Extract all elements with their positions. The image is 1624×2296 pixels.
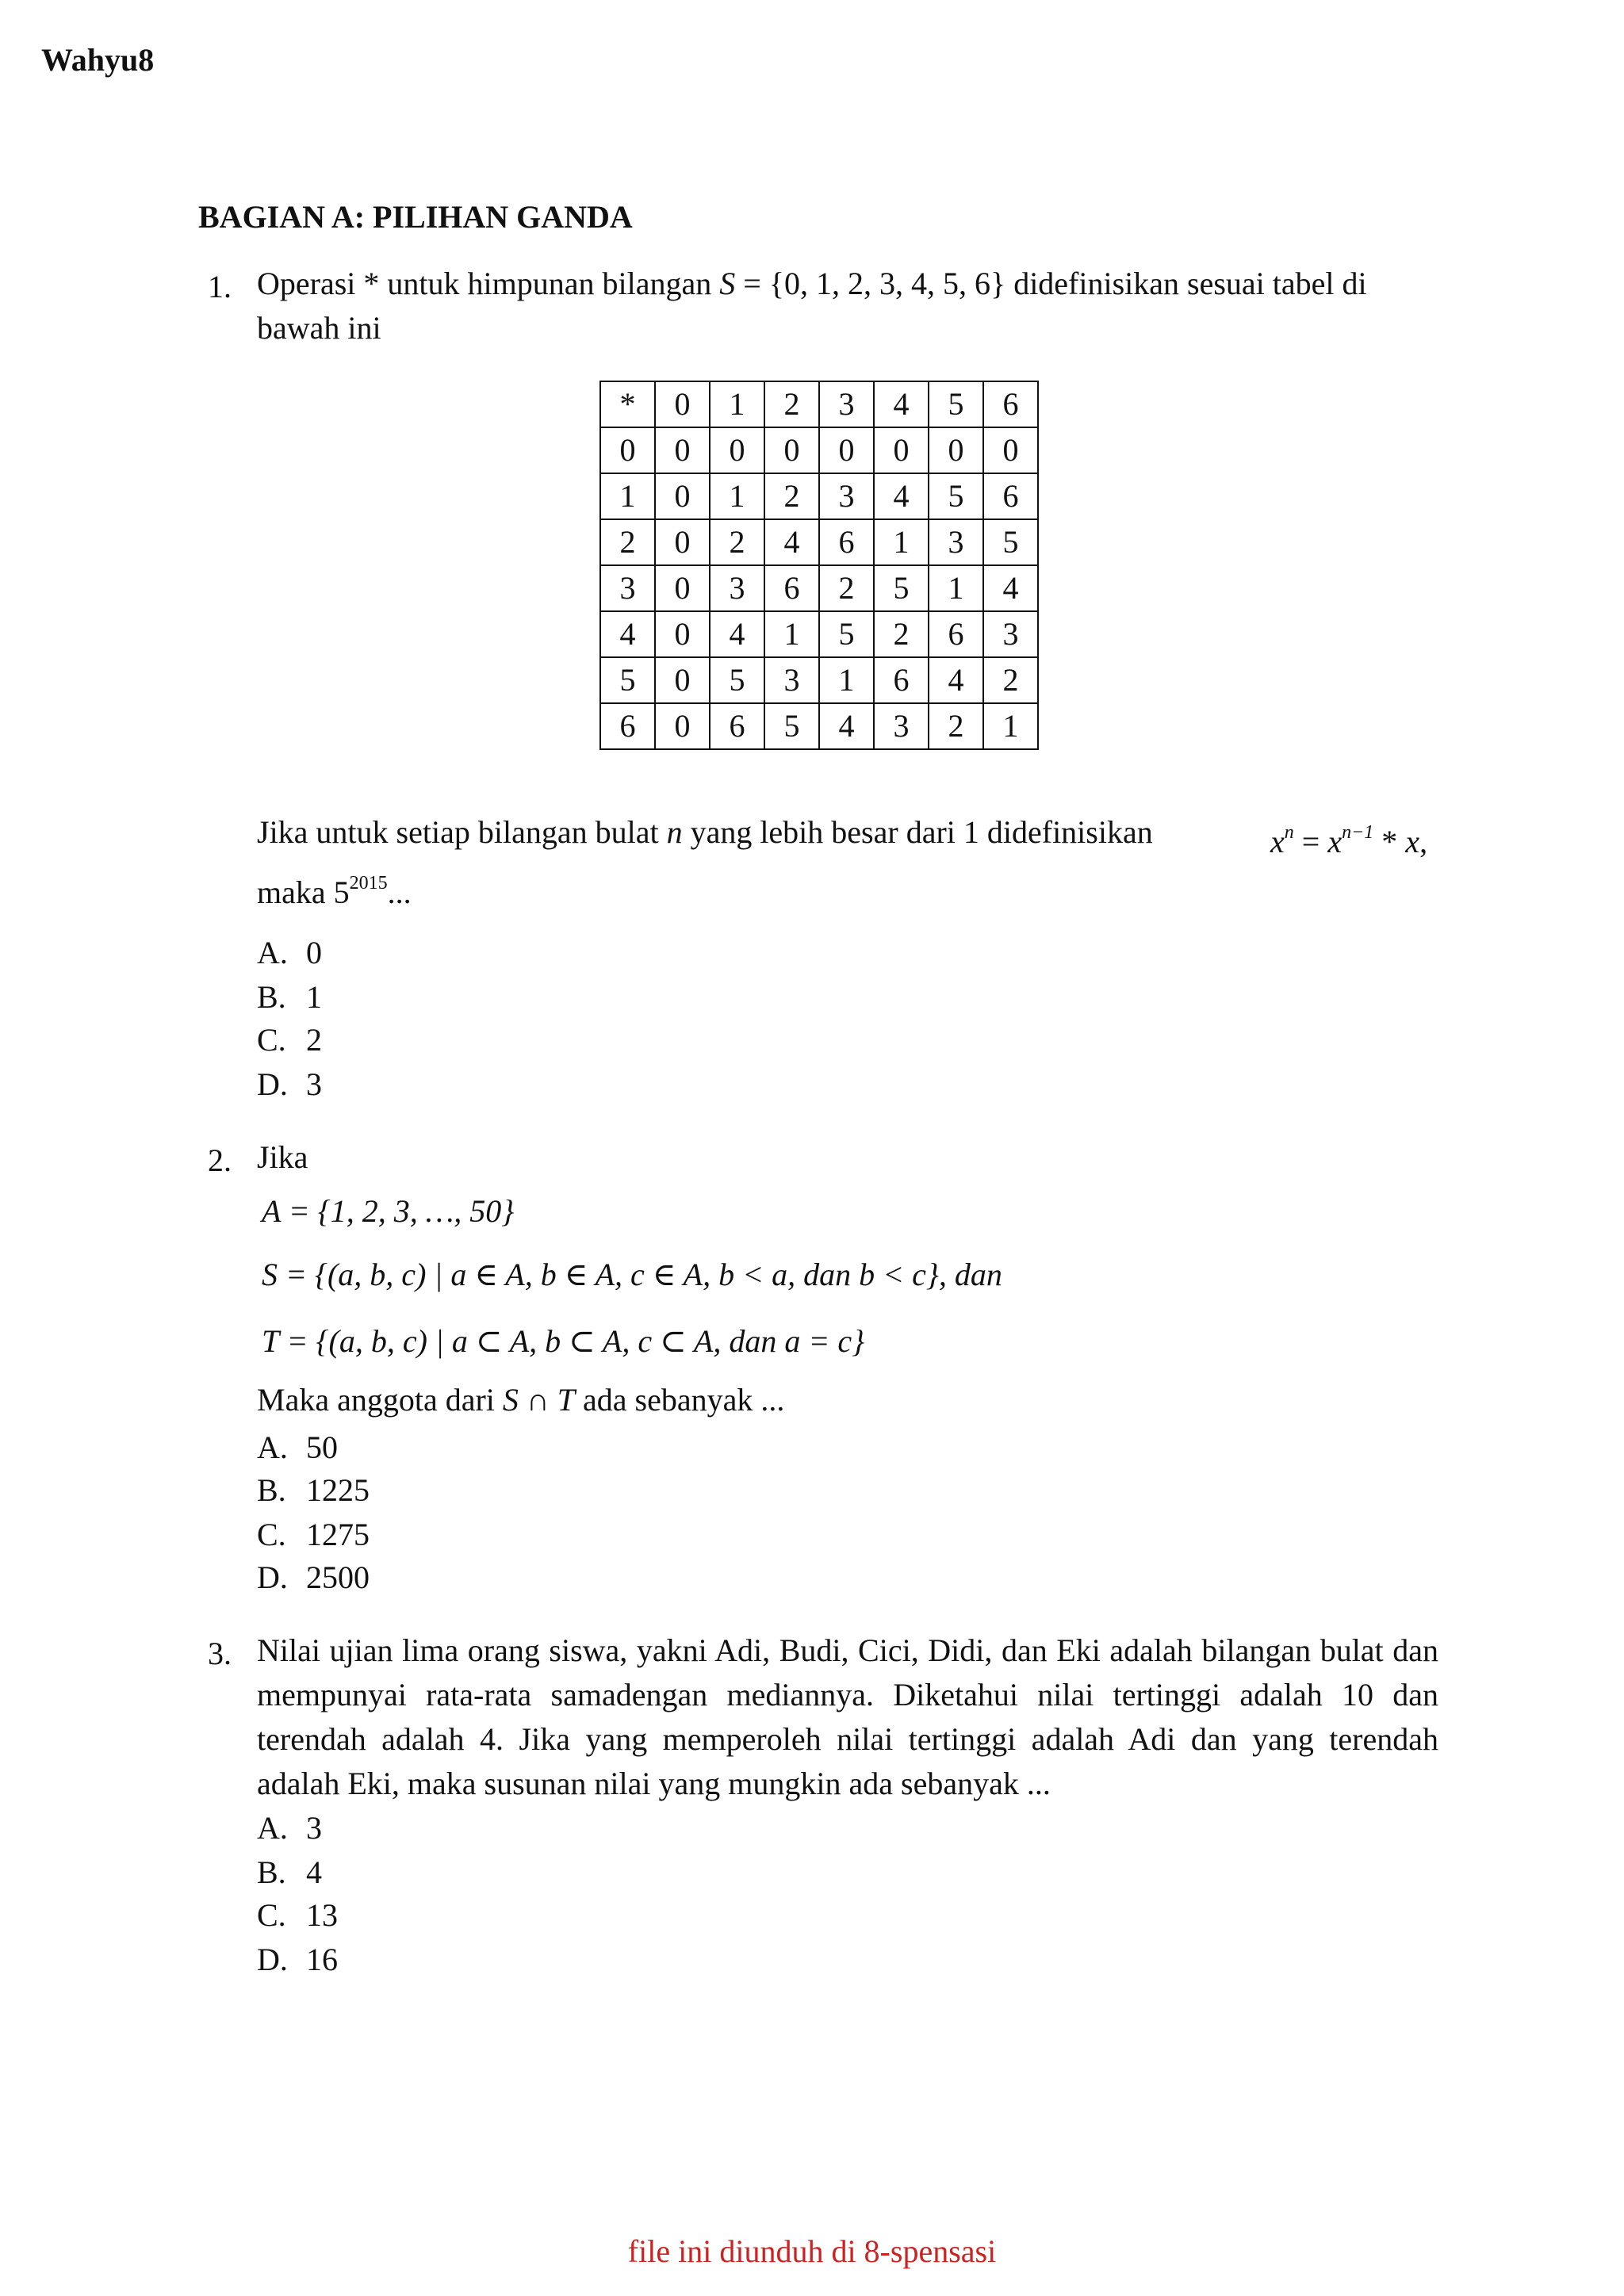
q3-option-c[interactable]: C. 13	[257, 1897, 338, 1933]
q1-line1	[257, 262, 1367, 306]
q3-option-d[interactable]: D. 16	[257, 1942, 338, 1977]
table-cell: 2	[764, 381, 819, 427]
table-row	[600, 381, 1038, 427]
table-cell: 2	[764, 473, 819, 519]
table-cell: 0	[655, 565, 710, 611]
table-cell: 4	[764, 519, 819, 565]
table-cell: 0	[600, 427, 655, 473]
table-cell: 6	[600, 703, 655, 749]
footer-link[interactable]: file ini diunduh di 8-spensasi	[627, 2233, 997, 2269]
q3-text: Nilai ujian lima orang siswa, yakni Adi, Budi, Cici, Didi, dan Eki adalah bilangan bulat dan mempunyai rata-rata samadengan mediannya. Diketahui nilai tertinggi adalah 10 dan terendah adalah 4. Jika yang memperoleh nilai tertinggi adalah Adi dan yang terendah adalah Eki, maka susunan nilai yang mungkin ada sebanyak ...	[257, 1632, 1438, 1801]
q1-option-b[interactable]: B. 1	[257, 979, 322, 1015]
q3-option-a[interactable]: A. 3	[257, 1810, 322, 1846]
table-cell: 1	[600, 473, 655, 519]
table-cell: 2	[983, 657, 1038, 703]
q1-option-d[interactable]: D. 3	[257, 1066, 322, 1102]
q2-question-pre: Maka anggota dari	[257, 1382, 503, 1418]
table-cell: 3	[819, 381, 874, 427]
table-cell: 2	[874, 611, 929, 657]
q2-question	[257, 1378, 784, 1422]
table-cell: 5	[764, 703, 819, 749]
table-cell: 4	[983, 565, 1038, 611]
q1-stem-line2	[257, 861, 412, 915]
q2-set-t: T = {(a, b, c) | a ⊂ A, b ⊂ A, c ⊂ A, dan a = c}	[262, 1323, 865, 1359]
formula-comma: ,	[1419, 824, 1428, 859]
formula-exp: n−1	[1342, 822, 1374, 843]
q2-intro: Jika	[257, 1139, 308, 1175]
table-cell: 5	[710, 657, 764, 703]
q1-line2: bawah ini	[257, 310, 381, 346]
table-cell: 1	[983, 703, 1038, 749]
formula-x2: x	[1327, 824, 1342, 859]
table-cell: 4	[710, 611, 764, 657]
table-cell: 0	[655, 703, 710, 749]
q1-stem-mid: yang lebih besar dari 1 didefinisikan	[682, 814, 1153, 850]
table-cell: 0	[710, 427, 764, 473]
table-cell: 1	[710, 381, 764, 427]
table-cell: 0	[655, 473, 710, 519]
table-cell: 3	[764, 657, 819, 703]
table-cell: 6	[710, 703, 764, 749]
table-row	[600, 657, 1038, 703]
q2-question-math: S ∩ T	[502, 1382, 576, 1418]
section-title: BAGIAN A: PILIHAN GANDA	[198, 199, 633, 235]
table-cell: 3	[819, 473, 874, 519]
table-row	[600, 427, 1038, 473]
table-cell: 0	[929, 427, 983, 473]
formula-x: x	[1270, 824, 1285, 859]
formula-star: *	[1373, 824, 1406, 859]
table-cell: 0	[874, 427, 929, 473]
table-cell: 1	[764, 611, 819, 657]
table-cell: 0	[655, 427, 710, 473]
q1-option-c[interactable]: C. 2	[257, 1022, 322, 1058]
q2-set-a: A = {1, 2, 3, …, 50}	[262, 1193, 515, 1229]
table-cell: 0	[655, 519, 710, 565]
q2-option-c[interactable]: C. 1275	[257, 1517, 370, 1552]
table-cell: 1	[929, 565, 983, 611]
table-cell: 2	[710, 519, 764, 565]
table-cell: 5	[874, 565, 929, 611]
table-cell: 4	[819, 703, 874, 749]
q2-set-s: S = {(a, b, c) | a ∈ A, b ∈ A, c ∈ A, b < a, dan b < c}, dan	[262, 1257, 1002, 1292]
table-cell: 6	[983, 381, 1038, 427]
table-cell: 3	[874, 703, 929, 749]
table-cell: 1	[710, 473, 764, 519]
table-cell: 4	[874, 473, 929, 519]
table-cell: 0	[764, 427, 819, 473]
table-row	[600, 519, 1038, 565]
table-cell: 6	[929, 611, 983, 657]
table-cell: 0	[655, 611, 710, 657]
formula-eq: =	[1293, 824, 1328, 859]
table-cell: 2	[600, 519, 655, 565]
q3-number: 3.	[208, 1636, 232, 1671]
table-cell: 3	[929, 519, 983, 565]
table-cell: 4	[600, 611, 655, 657]
header-label: Wahyu8	[41, 42, 155, 78]
table-cell: 4	[874, 381, 929, 427]
table-row	[600, 703, 1038, 749]
table-cell: 6	[874, 657, 929, 703]
table-row	[600, 473, 1038, 519]
table-cell: 5	[929, 381, 983, 427]
q2-option-b[interactable]: B. 1225	[257, 1472, 370, 1508]
q1-stem-pre: Jika untuk setiap bilangan bulat	[257, 814, 667, 850]
q1-stem2-post: ...	[387, 874, 412, 910]
q2-option-d[interactable]: D. 2500	[257, 1559, 370, 1595]
table-cell: 0	[819, 427, 874, 473]
q1-number: 1.	[208, 269, 232, 304]
formula-x3: x	[1405, 824, 1420, 859]
table-cell: 4	[929, 657, 983, 703]
table-cell: 5	[983, 519, 1038, 565]
table-cell: 5	[600, 657, 655, 703]
table-cell: *	[600, 381, 655, 427]
table-cell: 3	[983, 611, 1038, 657]
q1-formula	[1270, 810, 1427, 864]
table-cell: 5	[929, 473, 983, 519]
q1-stem-line1	[257, 810, 1438, 855]
table-cell: 1	[819, 657, 874, 703]
table-cell: 0	[655, 381, 710, 427]
table-cell: 0	[655, 657, 710, 703]
table-cell: 0	[983, 427, 1038, 473]
q1-line1-pre: Operasi * untuk himpunan bilangan	[257, 266, 720, 301]
table-cell: 3	[600, 565, 655, 611]
table-row	[600, 565, 1038, 611]
q2-question-post: ada sebanyak ...	[575, 1382, 785, 1418]
q1-stem-n: n	[666, 814, 683, 850]
q1-stem2-pre: maka 5	[257, 874, 350, 910]
table-cell: 2	[819, 565, 874, 611]
q1-option-a[interactable]: A. 0	[257, 935, 322, 970]
table-cell: 6	[983, 473, 1038, 519]
q1-line1-post: = {0, 1, 2, 3, 4, 5, 6} didefinisikan sesuai tabel di	[735, 266, 1367, 301]
table-cell: 2	[929, 703, 983, 749]
table-cell: 1	[874, 519, 929, 565]
table-cell: 5	[819, 611, 874, 657]
formula-n: n	[1284, 822, 1294, 843]
table-row	[600, 611, 1038, 657]
q2-option-a[interactable]: A. 50	[257, 1429, 338, 1465]
q2-number: 2.	[208, 1142, 232, 1178]
q1-stem2-exp: 2015	[349, 873, 388, 894]
table-cell: 6	[764, 565, 819, 611]
table-cell: 3	[710, 565, 764, 611]
table-cell: 6	[819, 519, 874, 565]
q1-set-symbol: S	[719, 266, 736, 301]
q3-option-b[interactable]: B. 4	[257, 1854, 322, 1890]
operation-table	[599, 381, 1039, 750]
